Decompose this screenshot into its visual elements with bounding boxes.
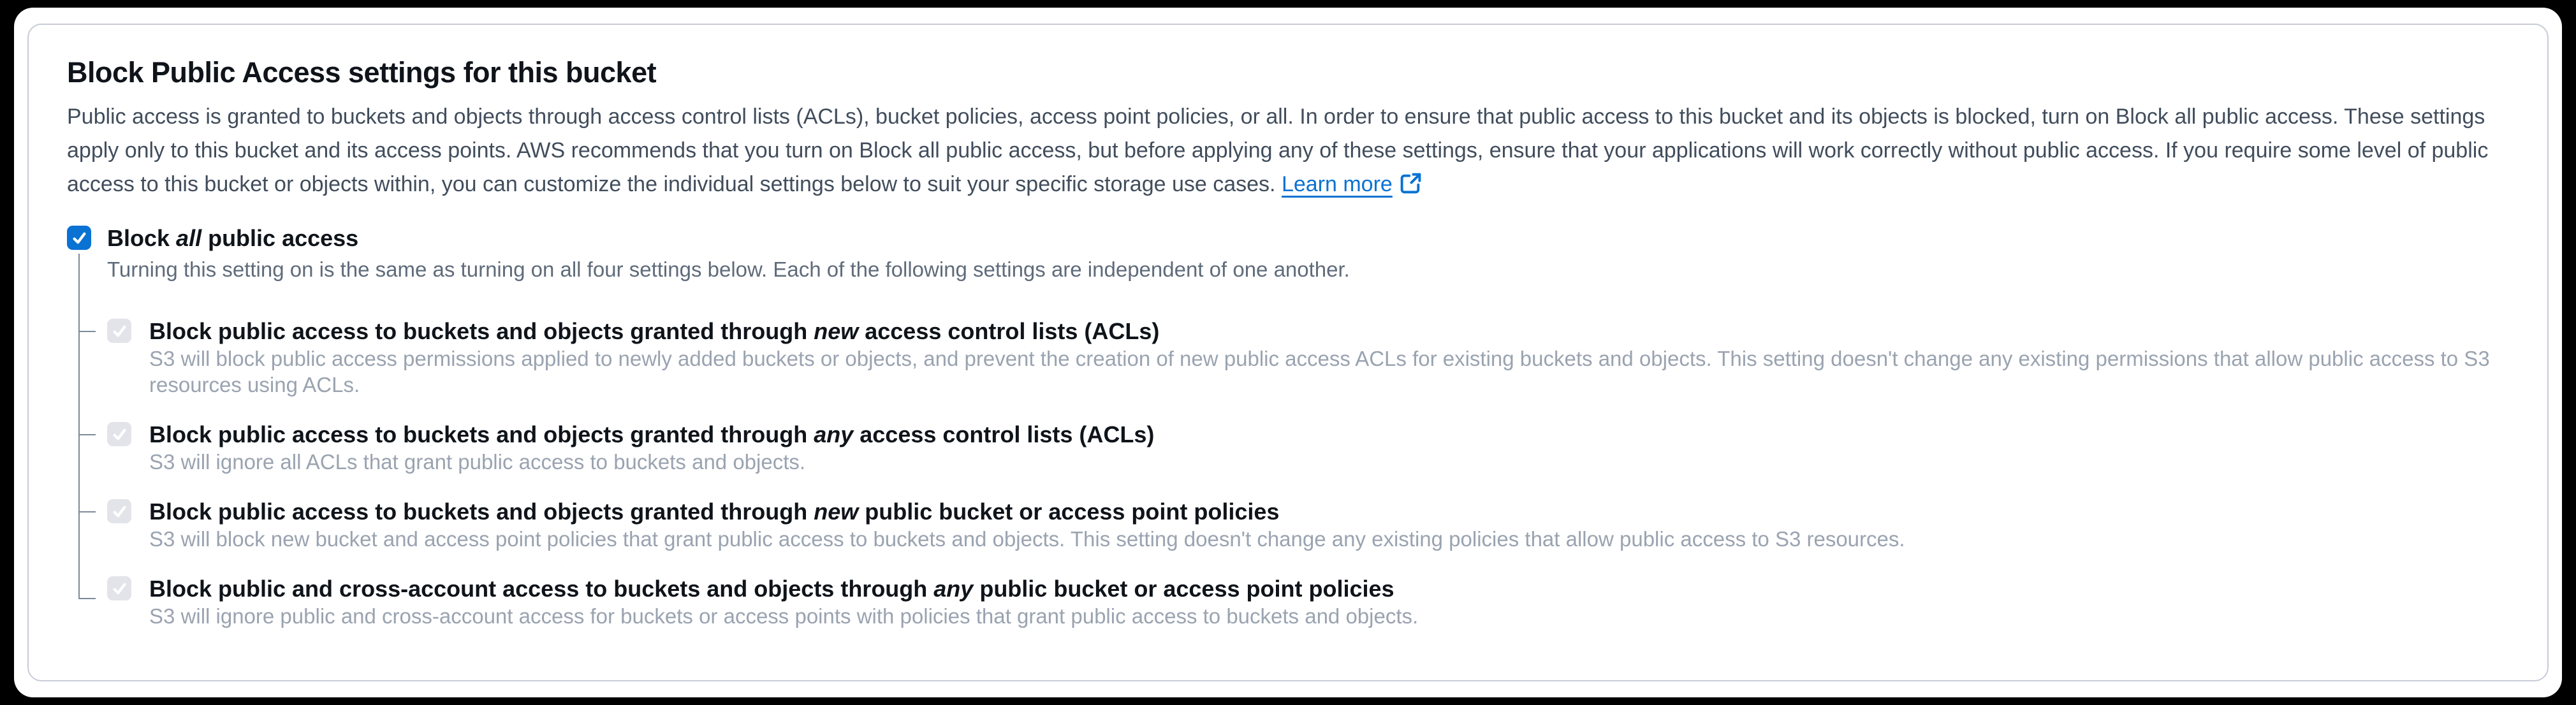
block-new-acls-checkbox [107, 319, 131, 343]
learn-more-link[interactable] [1282, 172, 1423, 196]
master-setting-label [107, 224, 358, 252]
sub-label-post: public bucket or access point policies [858, 498, 1280, 525]
block-all-public-access-checkbox[interactable] [67, 226, 91, 250]
sub-setting-row-any-acls [78, 421, 2510, 475]
sub-label-italic: new [814, 498, 859, 525]
check-icon [111, 323, 128, 340]
master-setting-row [67, 224, 2510, 252]
learn-more-label: Learn more [1281, 172, 1393, 196]
sub-setting-description: S3 will block public access permissions applied to newly added buckets or objects, and prevent the creation of new public access ACLs for existing buckets and objects. This setting doesn't change any existing permissions that allow public access to S3 resources using ACLs. [149, 347, 2490, 396]
sub-label-post: access control lists (ACLs) [853, 421, 1155, 447]
sub-label-pre: Block public access to buckets and objects granted through [149, 421, 814, 447]
master-label-italic: all [176, 225, 202, 251]
sub-label-italic: new [814, 318, 859, 344]
check-icon [111, 426, 128, 443]
block-new-policies-checkbox [107, 499, 131, 523]
external-link-icon [1399, 171, 1423, 195]
page-title: Block Public Access settings for this bucket [67, 56, 657, 89]
sub-setting-row-new-acls [78, 317, 2510, 398]
check-icon [111, 580, 128, 597]
master-setting-helper: Turning this setting on is the same as turning on all four settings below. Each of the following settings are independent of one another. [107, 258, 1350, 281]
page-background [14, 8, 2562, 697]
block-any-acls-checkbox [107, 422, 131, 446]
intro-text: Public access is granted to buckets and objects through access control lists (ACLs), bucket policies, access point policies, or all. In order to ensure that public access to this bucket and its objects is blocked, turn on Block all public access. These settings apply only to this bucket and its access points. AWS recommends that you turn on Block all public access, but before applying any of these settings, ensure that your applications will work correctly without public access. If you require some level of public access to this bucket or objects within, you can customize the individual settings below to suit your specific storage use cases. [67, 105, 2489, 196]
sub-setting-description: S3 will ignore all ACLs that grant public access to buckets and objects. [149, 450, 806, 474]
sub-setting-label [149, 498, 2510, 526]
block-any-cross-account-policies-checkbox [107, 576, 131, 600]
sub-label-post: public bucket or access point policies [973, 576, 1394, 602]
check-icon [111, 503, 128, 520]
sub-setting-row-new-policies [78, 498, 2510, 552]
sub-setting-label [149, 317, 2510, 345]
sub-label-post: access control lists (ACLs) [858, 318, 1160, 344]
master-label-post: public access [201, 225, 359, 251]
sub-setting-row-any-cross-account-policies [78, 575, 2510, 629]
sub-setting-description: S3 will ignore public and cross-account access for buckets or access points with policies that grant public access to buckets and objects. [149, 604, 1419, 628]
sub-label-pre: Block public access to buckets and objects granted through [149, 318, 814, 344]
sub-label-italic: any [933, 576, 974, 602]
master-label-pre: Block [107, 225, 177, 251]
check-icon [71, 229, 88, 247]
sub-label-pre: Block public and cross-account access to buckets and objects through [149, 576, 934, 602]
block-public-access-container [27, 24, 2549, 681]
sub-settings-group [78, 317, 2510, 629]
intro-paragraph [67, 100, 2510, 201]
sub-label-italic: any [814, 421, 854, 447]
sub-setting-description: S3 will block new bucket and access point policies that grant public access to buckets and objects. This setting doesn't change any existing policies that allow public access to S3 resources. [149, 527, 1905, 551]
sub-setting-label [149, 575, 2510, 603]
sub-setting-label [149, 421, 2510, 449]
sub-label-pre: Block public access to buckets and objects granted through [149, 498, 814, 525]
